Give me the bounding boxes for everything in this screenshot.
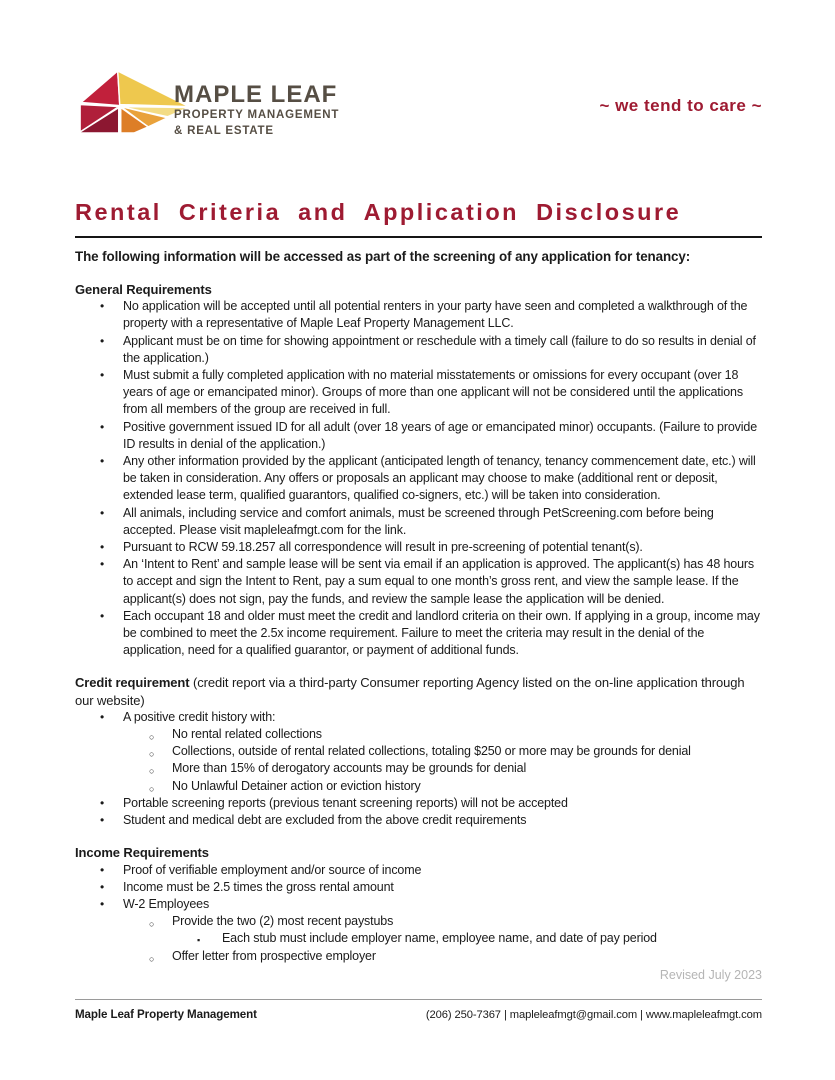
bullet-text: Provide the two (2) most recent paystubs (172, 914, 394, 929)
bullet-text: Offer letter from prospective employer (172, 948, 376, 963)
sections-container (75, 281, 762, 965)
section-heading-rest: (credit report via a third-party Consumer reporting Agency listed on the on-line application through our website) (75, 675, 745, 708)
bullet-marker: • (100, 896, 105, 911)
logo-brand-name: MAPLE LEAF (174, 81, 338, 108)
bullet-item (75, 539, 762, 556)
footer-company-name: Maple Leaf Property Management (75, 1008, 257, 1021)
bullet-item (75, 367, 762, 419)
bullet-marker: ○ (149, 919, 155, 930)
bullet-marker: ○ (149, 766, 155, 777)
bullet-item (75, 913, 762, 930)
bullet-text: An ‘Intent to Rent’ and sample lease will be sent via email if an application is approved. The applicant(s) has 48 hours to accept and sign the Intent to Rent, pay a sum equal to one month’s gross rent, and view the sample lease. If the applicant(s) does not sign, pay the funds, and review the sample lease the application will be denied. (123, 557, 754, 606)
bullet-text: Must submit a fully completed application with no material misstatements or omissions for every occupant (over 18 years of age or emancipated minor). Groups of more than one applicant will not be considered until the applications from all members of the group are received in full. (123, 368, 743, 417)
intro-line: The following information will be accessed as part of the screening of any application for tenancy: (75, 249, 691, 264)
page-title: Rental Criteria and Application Disclosure (75, 199, 682, 225)
bullet-marker: • (100, 299, 105, 314)
bullet-item (75, 298, 762, 332)
bullet-item (75, 760, 762, 777)
bullet-text: No rental related collections (172, 727, 322, 742)
bullet-text: Each stub must include employer name, employee name, and date of pay period (222, 931, 657, 946)
bullet-text: Proof of verifiable employment and/or source of income (123, 862, 422, 877)
bullet-marker: ○ (149, 953, 155, 964)
bullet-text: Positive government issued ID for all adult (over 18 years of age or emancipated minor) occupants. (Failure to provide ID results in denial of the application.) (123, 419, 758, 451)
revised-date: Revised July 2023 (659, 967, 762, 982)
bullet-item (75, 709, 762, 726)
bullet-marker: • (100, 505, 105, 520)
section-heading-bold: Income Requirements (75, 845, 209, 861)
bullet-text: No Unlawful Detainer action or eviction history (172, 778, 421, 793)
bullet-marker: ▪ (197, 935, 201, 946)
bullet-marker: ○ (149, 732, 155, 743)
bullet-item (75, 726, 762, 743)
footer-contact-info: (206) 250-7367 | mapleleafmgt@gmail.com | www.mapleleafmgt.com (425, 1009, 762, 1021)
bullet-item (75, 930, 762, 947)
section (75, 674, 762, 829)
bullet-marker: • (100, 454, 105, 469)
bullet-text: Portable screening reports (previous tenant screening reports) will not be accepted (123, 795, 568, 810)
bullet-item (75, 608, 762, 660)
bullet-item (75, 556, 762, 608)
bullet-marker: • (100, 368, 105, 383)
section-heading-bold: Credit requirement (75, 675, 190, 691)
bullet-marker: • (100, 608, 105, 623)
footer (75, 999, 762, 1021)
footer-row (75, 1008, 762, 1021)
bullet-item (75, 778, 762, 795)
bullet-marker: • (100, 879, 105, 894)
bullet-text: No application will be accepted until all potential renters in your party have seen and completed a walkthrough of the property with a representative of Maple Leaf Property Management LLC. (123, 299, 748, 331)
bullet-item (75, 948, 762, 965)
bullet-marker: • (100, 419, 105, 434)
company-tagline: ~ we tend to care ~ (599, 96, 762, 115)
bullet-item (75, 795, 762, 812)
logo-subtitle-line2: & REAL ESTATE (174, 124, 274, 137)
section-heading (75, 844, 762, 861)
bullet-marker: ○ (149, 783, 155, 794)
bullet-item (75, 333, 762, 367)
section (75, 281, 762, 659)
bullet-marker: • (100, 333, 105, 348)
bullet-text: All animals, including service and comfort animals, must be screened through PetScreening.com before being accepted. Please visit mapleleafmgt.com for the link. (123, 505, 714, 537)
bullet-item (75, 743, 762, 760)
bullet-item (75, 812, 762, 829)
section-heading (75, 281, 762, 298)
bullet-marker: • (100, 795, 105, 810)
header (75, 0, 762, 198)
bullet-text: Student and medical debt are excluded from the above credit requirements (123, 813, 527, 828)
bullet-text: Each occupant 18 and older must meet the credit and landlord criteria on their own. If applying in a group, income may be combined to meet the 2.5x income requirement. Failure to meet the criteria may result in the denial of the application, need for a qualified guarantor, or payment of additional funds. (123, 608, 760, 658)
bullet-marker: • (100, 862, 105, 877)
title-divider (75, 236, 762, 238)
bullet-text: Collections, outside of rental related collections, totaling $250 or more may be grounds for denial (172, 744, 691, 759)
logo-text (174, 82, 339, 138)
bullet-item (75, 879, 762, 896)
bullet-text: More than 15% of derogatory accounts may be grounds for denial (172, 761, 527, 776)
bullet-text: Pursuant to RCW 59.18.257 all correspondence will result in pre-screening of potential tenant(s). (123, 540, 643, 555)
bullet-text: W-2 Employees (123, 896, 210, 911)
bullet-text: Income must be 2.5 times the gross rental amount (123, 879, 394, 894)
bullet-marker: • (100, 557, 105, 572)
section (75, 844, 762, 964)
bullet-marker: • (100, 813, 105, 828)
bullet-marker: • (100, 709, 105, 724)
bullet-item (75, 419, 762, 453)
logo-subtitle-line1: PROPERTY MANAGEMENT (174, 109, 340, 121)
section-heading (75, 674, 762, 708)
bullet-marker: • (100, 540, 105, 555)
bullet-item (75, 896, 762, 913)
bullet-marker: ○ (149, 749, 155, 760)
bullet-text: A positive credit history with: (123, 709, 276, 724)
bullet-text: Any other information provided by the applicant (anticipated length of tenancy, tenancy commencement date, etc.) will be taken in consideration. Any offers or proposals an applicant may choose to make (additional rent or deposit, extended lease term, qualified guarantors, qualified co-signers, etc.) will be taken into consideration. (123, 454, 756, 503)
bullet-item (75, 862, 762, 879)
footer-divider (75, 999, 762, 1000)
bullet-item (75, 453, 762, 505)
bullet-text: Applicant must be on time for showing appointment or reschedule with a timely call (failure to do so results in denial of the application.) (123, 333, 756, 365)
bullet-item (75, 505, 762, 539)
section-heading-bold: General Requirements (75, 282, 212, 297)
